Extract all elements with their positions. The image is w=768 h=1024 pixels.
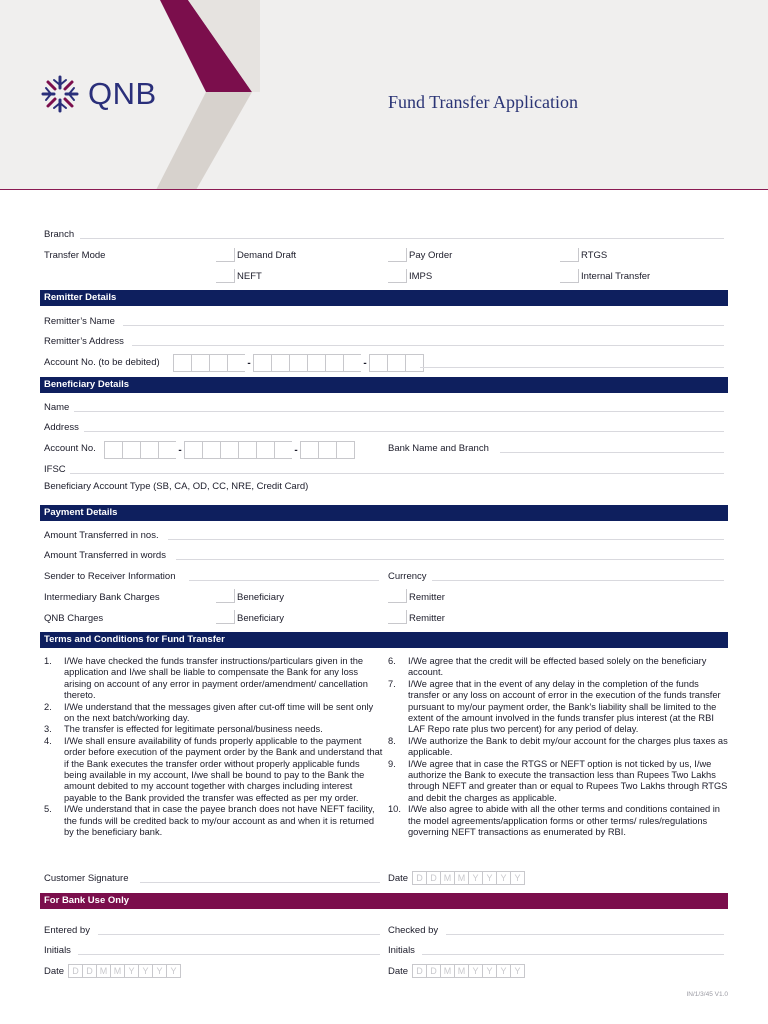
- qnb-remitter-checkbox[interactable]: [388, 610, 407, 624]
- intermediary-remitter-checkbox[interactable]: [388, 589, 407, 603]
- qnb-beneficiary-checkbox[interactable]: [216, 610, 235, 624]
- entered-date-label: Date: [44, 966, 65, 977]
- bank-branch-label: Bank Name and Branch: [388, 443, 489, 454]
- payment-section-header: [40, 505, 728, 521]
- beneficiary-account-boxes[interactable]: - -: [104, 441, 355, 459]
- pay-order-checkbox[interactable]: [388, 248, 407, 262]
- remitter-account-boxes[interactable]: - -: [173, 354, 424, 372]
- date-digit-box[interactable]: Y: [496, 871, 510, 885]
- terms-item-number: 2.: [44, 701, 52, 712]
- ifsc-label: IFSC: [44, 464, 66, 475]
- imps-label: IMPS: [409, 271, 433, 282]
- checked-by-field[interactable]: [446, 934, 724, 935]
- terms-item-text: I/We agree that in the event of any delay in the completion of the funds transfer or any loss on account of error in the execution of the funds transfer pursuant to my/our payment order, the Bank’s liability shall be limited to the extent of the amount involved in the funds transfer plus interest (at the RBI LAF Repo rate plus two percent) for any period of delay.: [408, 678, 721, 735]
- signature-date-field[interactable]: [412, 871, 525, 884]
- intermediary-charges-label: Intermediary Bank Charges: [44, 592, 160, 603]
- terms-item: [388, 804, 728, 838]
- demand-draft-label: Demand Draft: [237, 250, 297, 261]
- terms-item-number: 8.: [388, 735, 396, 746]
- date-digit-box[interactable]: M: [96, 964, 110, 978]
- beneficiary-address-field[interactable]: [84, 431, 724, 432]
- remitter-address-field[interactable]: [132, 345, 724, 346]
- checked-initials-field[interactable]: [422, 954, 724, 955]
- date-digit-box[interactable]: M: [440, 964, 454, 978]
- date-digit-box[interactable]: M: [110, 964, 124, 978]
- bank-use-section-header: [40, 893, 728, 909]
- date-digit-box[interactable]: Y: [152, 964, 166, 978]
- pay-order-label: Pay Order: [409, 250, 453, 261]
- date-digit-box[interactable]: Y: [468, 871, 482, 885]
- amount-nos-label: Amount Transferred in nos.: [44, 530, 159, 541]
- terms-list-right: [388, 656, 728, 839]
- date-digit-box[interactable]: Y: [496, 964, 510, 978]
- remitter-address-label: Remitter’s Address: [44, 336, 124, 347]
- currency-field[interactable]: [432, 580, 724, 581]
- logo-text: QNB: [88, 76, 157, 111]
- entered-by-field[interactable]: [98, 934, 380, 935]
- qnb-logo: [40, 74, 157, 114]
- sender-info-field[interactable]: [189, 580, 379, 581]
- date-digit-box[interactable]: D: [426, 964, 440, 978]
- transfer-mode-label: Transfer Mode: [44, 250, 106, 261]
- terms-item: [388, 679, 728, 736]
- entered-date-field[interactable]: [68, 964, 181, 977]
- terms-item-number: 10.: [388, 804, 401, 815]
- qnb-charges-label: QNB Charges: [44, 613, 104, 624]
- sender-info-label: Sender to Receiver Information: [44, 571, 176, 582]
- checked-date-label: Date: [388, 966, 409, 977]
- date-digit-box[interactable]: M: [440, 871, 454, 885]
- date-digit-box[interactable]: Y: [138, 964, 152, 978]
- amount-nos-field[interactable]: [168, 539, 724, 540]
- beneficiary-address-label: Address: [44, 422, 79, 433]
- terms-item-number: 4.: [44, 735, 52, 746]
- intermediary-beneficiary-checkbox[interactable]: [216, 589, 235, 603]
- date-digit-box[interactable]: Y: [468, 964, 482, 978]
- payment-heading: Payment Details: [44, 507, 118, 518]
- entered-by-label: Entered by: [44, 925, 90, 936]
- date-digit-box[interactable]: M: [454, 964, 468, 978]
- remitter-name-label: Remitter’s Name: [44, 316, 115, 327]
- checked-initials-label: Initials: [388, 945, 415, 956]
- qnb-emblem-icon: [40, 74, 80, 114]
- terms-item-text: I/We understand that the messages given after cut-off time will be sent only on the next batch/working day.: [64, 701, 374, 724]
- branch-field[interactable]: [80, 238, 724, 239]
- entered-initials-field[interactable]: [78, 954, 380, 955]
- remitter-account-label: Account No. (to be debited): [44, 357, 160, 368]
- date-digit-box[interactable]: D: [426, 871, 440, 885]
- beneficiary-name-label: Name: [44, 402, 70, 413]
- customer-signature-field[interactable]: [140, 882, 380, 883]
- terms-item: [44, 736, 384, 804]
- remitter-heading: Remitter Details: [44, 292, 117, 303]
- terms-item-text: I/We have checked the funds transfer instructions/particulars given in the application and I/we shall be liable to compensate the Bank for any loss arising on account of any error in payment order/amendment/ cancellation thereto.: [64, 656, 368, 701]
- terms-item: [388, 736, 728, 759]
- terms-item-number: 6.: [388, 656, 396, 666]
- terms-item: [44, 702, 384, 725]
- date-digit-box[interactable]: Y: [510, 871, 525, 885]
- rtgs-label: RTGS: [581, 250, 608, 261]
- amount-words-label: Amount Transferred in words: [44, 550, 166, 561]
- page-title: Fund Transfer Application: [388, 92, 579, 112]
- rtgs-checkbox[interactable]: [560, 248, 579, 262]
- date-digit-box[interactable]: Y: [510, 964, 525, 978]
- terms-item-number: 1.: [44, 656, 52, 666]
- checked-date-field[interactable]: [412, 964, 525, 977]
- header-divider: [0, 189, 768, 190]
- terms-item: [44, 804, 384, 838]
- terms-section-header: [40, 632, 728, 648]
- ifsc-field[interactable]: [70, 473, 724, 474]
- date-digit-box[interactable]: Y: [166, 964, 181, 978]
- remitter-account-line: [420, 367, 724, 368]
- imps-checkbox[interactable]: [388, 269, 407, 283]
- beneficiary-name-field[interactable]: [74, 411, 724, 412]
- beneficiary-account-label: Account No.: [44, 443, 96, 454]
- date-digit-box[interactable]: Y: [482, 871, 496, 885]
- header: [0, 0, 768, 190]
- neft-label: NEFT: [237, 271, 262, 282]
- terms-item-text: I/We understand that in case the payee branch does not have NEFT facility, the funds will be credited back to my/our account as and when it is returned by the beneficiary bank.: [64, 804, 375, 838]
- date-digit-box[interactable]: D: [68, 964, 82, 978]
- signature-date-label: Date: [388, 873, 409, 884]
- qnb-remitter-label: Remitter: [409, 613, 445, 624]
- checked-by-label: Checked by: [388, 925, 439, 936]
- terms-item: [388, 759, 728, 805]
- terms-item-text: The transfer is effected for legitimate personal/business needs.: [64, 724, 323, 735]
- terms-item-text: I/We agree that the credit will be effected based solely on the beneficiary account.: [408, 656, 707, 678]
- terms-item: [44, 724, 384, 735]
- terms-item-number: 3.: [44, 724, 52, 735]
- terms-item-text: I/We authorize the Bank to debit my/our account for the charges plus taxes as applicable.: [408, 735, 728, 758]
- terms-item-text: I/We also agree to abide with all the other terms and conditions contained in the model agreements/application forms or other terms/ rules/regulations governing NEFT transactions as enumerated by RBI.: [408, 804, 720, 838]
- neft-checkbox[interactable]: [216, 269, 235, 283]
- terms-item-number: 9.: [388, 758, 396, 769]
- internal-transfer-label: Internal Transfer: [581, 271, 651, 282]
- branch-label: Branch: [44, 229, 75, 240]
- terms-list-left: [44, 656, 384, 839]
- date-digit-box[interactable]: D: [412, 964, 426, 978]
- intermediary-remitter-label: Remitter: [409, 592, 445, 603]
- form-code: IN/1/3/45 V1.0: [686, 991, 728, 998]
- qnb-beneficiary-label: Beneficiary: [237, 613, 284, 624]
- date-digit-box[interactable]: Y: [124, 964, 138, 978]
- remitter-section-header: [40, 290, 728, 306]
- date-digit-box[interactable]: D: [82, 964, 96, 978]
- terms-heading: Terms and Conditions for Fund Transfer: [44, 634, 225, 645]
- bank-branch-field[interactable]: [500, 452, 724, 453]
- terms-item-number: 7.: [388, 678, 396, 689]
- beneficiary-heading: Beneficiary Details: [44, 379, 130, 390]
- demand-draft-checkbox[interactable]: [216, 248, 235, 262]
- terms-item-text: I/We shall ensure availability of funds properly applicable to the payment order before execution of the payment order by the Bank and understand that if the Bank executes the transfer order without properly applicable funds being available in my account, I/we shall be bound to pay to the Bank the amount debited to my account together with charges including interest payable to the Bank provided the transfer was effected as per my order.: [64, 735, 383, 803]
- entered-initials-label: Initials: [44, 945, 71, 956]
- currency-label: Currency: [388, 571, 427, 582]
- date-digit-box[interactable]: M: [454, 871, 468, 885]
- intermediary-beneficiary-label: Beneficiary: [237, 592, 284, 603]
- beneficiary-section-header: [40, 377, 728, 393]
- customer-signature-label: Customer Signature: [44, 873, 129, 884]
- date-digit-box[interactable]: Y: [482, 964, 496, 978]
- terms-item: [44, 656, 384, 702]
- bank-use-heading: For Bank Use Only: [44, 895, 129, 906]
- amount-words-field[interactable]: [176, 559, 724, 560]
- terms-item-text: I/We agree that in case the RTGS or NEFT option is not ticked by us, I/we authorize the Bank to execute the transaction less than Rupees Two Lakhs through NEFT and greater than or equal to Rupees Two Lakhs through RTGS and debit the charges as applicable.: [408, 758, 728, 803]
- internal-transfer-checkbox[interactable]: [560, 269, 579, 283]
- terms-item-number: 5.: [44, 804, 52, 815]
- remitter-name-field[interactable]: [123, 325, 724, 326]
- account-type-label: Beneficiary Account Type (SB, CA, OD, CC, NRE, Credit Card): [44, 481, 309, 492]
- date-digit-box[interactable]: D: [412, 871, 426, 885]
- terms-item: [388, 656, 728, 679]
